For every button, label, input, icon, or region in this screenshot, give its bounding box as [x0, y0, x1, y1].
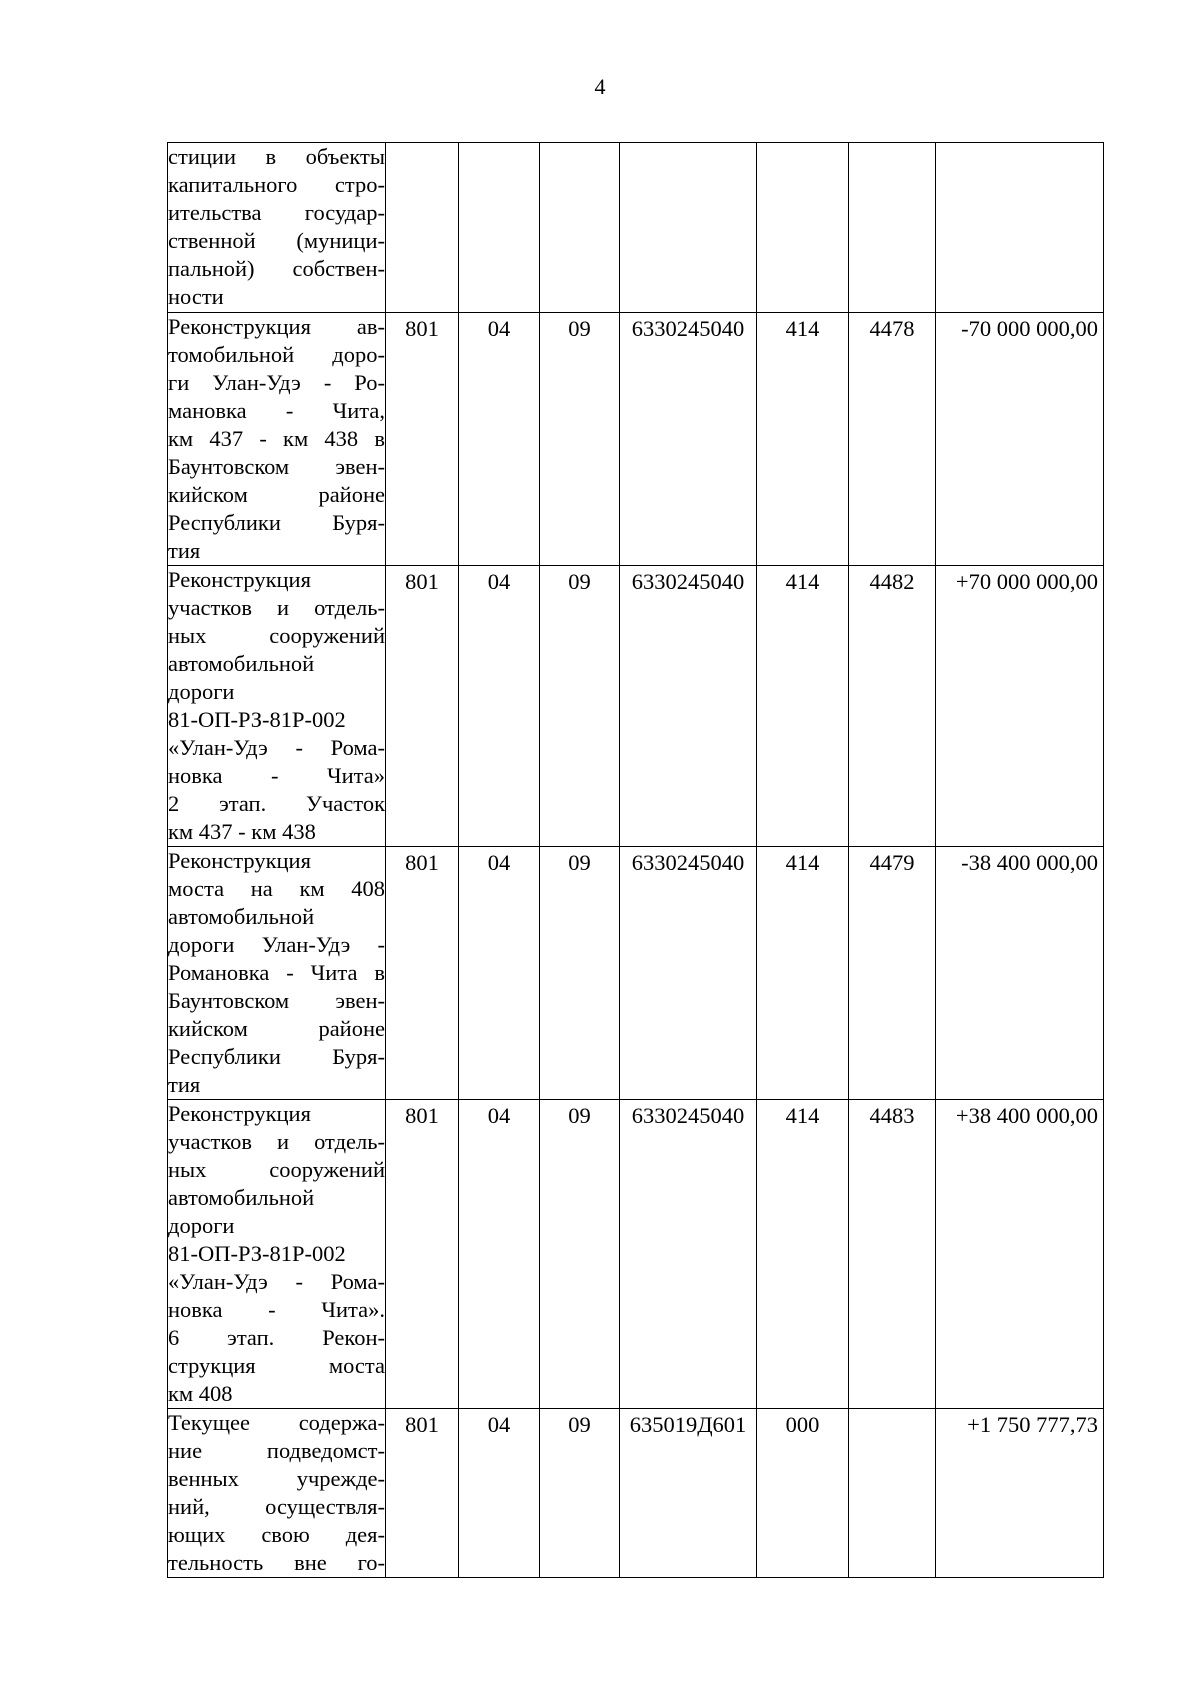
- expense-name-cell: [168, 566, 386, 847]
- expense-name-line: автомобильной: [168, 1185, 315, 1210]
- expense-name-line: 81-ОП-РЗ-81Р-002: [168, 1241, 346, 1266]
- expense-name-cell: [168, 143, 386, 313]
- expense-type-cell: 414: [757, 1100, 849, 1409]
- section-code-cell: 04: [459, 313, 540, 566]
- expense-name-cell: [168, 1100, 386, 1409]
- expense-name-cell: [168, 313, 386, 566]
- code-cell: 4478: [849, 313, 936, 566]
- expense-name-line: Республики Буря-: [168, 510, 385, 535]
- expense-name-line: кийском районе: [168, 482, 385, 507]
- expense-name-line: ний, осуществля-: [168, 1494, 385, 1519]
- expense-type-cell: 000: [757, 1409, 849, 1578]
- expense-name-line: Реконструкция: [168, 567, 311, 592]
- expense-name-line: «Улан-Удэ - Рома-: [168, 1269, 385, 1294]
- expense-name-line: 2 этап. Участок: [168, 791, 385, 816]
- expense-name-line: км 437 - км 438: [168, 819, 316, 844]
- ministry-code-cell: 801: [386, 1409, 459, 1578]
- subsection-code-cell: 09: [540, 1100, 620, 1409]
- expense-name-line: Текущее содержа-: [168, 1410, 385, 1435]
- expense-name-line: тия: [168, 1072, 201, 1097]
- amount-cell: -38 400 000,00: [936, 847, 1104, 1100]
- expense-name-line: автомобильной: [168, 904, 315, 929]
- table-body: [168, 143, 1104, 1578]
- expense-name-line: участков и отдель-: [168, 595, 385, 620]
- code-cell: [849, 1409, 936, 1578]
- ministry-code-cell: 801: [386, 847, 459, 1100]
- amount-cell: +38 400 000,00: [936, 1100, 1104, 1409]
- amount-cell: [936, 143, 1104, 313]
- expense-name-line: Баунтовском эвен-: [168, 988, 385, 1013]
- subsection-code-cell: [540, 143, 620, 313]
- expense-name-line: струкция моста: [168, 1353, 385, 1378]
- expense-name-line: тельность вне го-: [168, 1550, 385, 1575]
- expense-name-line: 6 этап. Рекон-: [168, 1325, 385, 1350]
- target-article-cell: 6330245040: [620, 847, 757, 1100]
- section-code-cell: 04: [459, 1409, 540, 1578]
- expense-name-line: 81-ОП-РЗ-81Р-002: [168, 707, 346, 732]
- expense-name-line: автомобильной: [168, 651, 315, 676]
- amount-cell: +70 000 000,00: [936, 566, 1104, 847]
- subsection-code-cell: 09: [540, 313, 620, 566]
- table-row: [168, 143, 1104, 313]
- expense-name-line: км 408: [168, 1381, 233, 1406]
- expense-name-line: Романовка - Чита в: [168, 960, 385, 985]
- expense-name-line: ние подведомст-: [168, 1438, 385, 1463]
- expense-name-cell: [168, 847, 386, 1100]
- table-row: [168, 1100, 1104, 1409]
- expense-name-line: пальной) собствен-: [168, 256, 385, 281]
- table-row: [168, 1409, 1104, 1578]
- code-cell: 4479: [849, 847, 936, 1100]
- target-article-cell: [620, 143, 757, 313]
- expense-name-line: томобильной доро-: [168, 342, 385, 367]
- table-row: [168, 313, 1104, 566]
- page-number: 4: [594, 74, 606, 99]
- target-article-cell: 635019Д601: [620, 1409, 757, 1578]
- expense-name-line: дороги Улан-Удэ -: [168, 932, 385, 957]
- section-code-cell: 04: [459, 566, 540, 847]
- expense-name-line: венных учрежде-: [168, 1466, 385, 1491]
- expense-name-line: км 437 - км 438 в: [168, 426, 385, 451]
- expense-name-line: дороги: [168, 679, 235, 704]
- section-code-cell: [459, 143, 540, 313]
- subsection-code-cell: 09: [540, 847, 620, 1100]
- expense-type-cell: 414: [757, 847, 849, 1100]
- expense-name-line: ги Улан-Удэ - Ро-: [168, 370, 385, 395]
- ministry-code-cell: 801: [386, 566, 459, 847]
- budget-table: [167, 142, 1104, 1578]
- expense-name-line: ющих свою дея-: [168, 1522, 385, 1547]
- ministry-code-cell: 801: [386, 1100, 459, 1409]
- section-code-cell: 04: [459, 1100, 540, 1409]
- target-article-cell: 6330245040: [620, 1100, 757, 1409]
- code-cell: 4482: [849, 566, 936, 847]
- expense-name-line: ительства государ-: [168, 200, 385, 225]
- subsection-code-cell: 09: [540, 1409, 620, 1578]
- expense-name-line: стиции в объекты: [168, 144, 385, 169]
- expense-type-cell: [757, 143, 849, 313]
- subsection-code-cell: 09: [540, 566, 620, 847]
- ministry-code-cell: 801: [386, 313, 459, 566]
- expense-name-line: «Улан-Удэ - Рома-: [168, 735, 385, 760]
- expense-name-line: ственной (муници-: [168, 228, 385, 253]
- expense-name-line: Реконструкция: [168, 1101, 311, 1126]
- code-cell: [849, 143, 936, 313]
- ministry-code-cell: [386, 143, 459, 313]
- expense-type-cell: 414: [757, 313, 849, 566]
- expense-name-line: Республики Буря-: [168, 1044, 385, 1069]
- expense-name-line: ных сооружений: [168, 623, 385, 648]
- target-article-cell: 6330245040: [620, 313, 757, 566]
- expense-name-line: Реконструкция ав-: [168, 314, 385, 339]
- code-cell: 4483: [849, 1100, 936, 1409]
- section-code-cell: 04: [459, 847, 540, 1100]
- expense-name-line: ных сооружений: [168, 1157, 385, 1182]
- amount-cell: +1 750 777,73: [936, 1409, 1104, 1578]
- expense-name-line: Реконструкция: [168, 848, 311, 873]
- expense-name-line: новка - Чита»: [168, 763, 385, 788]
- expense-name-line: кийском районе: [168, 1016, 385, 1041]
- expense-name-line: Баунтовском эвен-: [168, 454, 385, 479]
- expense-name-line: тия: [168, 538, 201, 563]
- table-row: [168, 566, 1104, 847]
- expense-name-cell: [168, 1409, 386, 1578]
- expense-name-line: капитального стро-: [168, 172, 385, 197]
- expense-name-line: дороги: [168, 1213, 235, 1238]
- expense-name-line: участков и отдель-: [168, 1129, 385, 1154]
- expense-name-line: новка - Чита».: [168, 1297, 385, 1322]
- expense-name-line: моста на км 408: [168, 876, 385, 901]
- expense-name-line: ности: [168, 284, 224, 309]
- table-row: [168, 847, 1104, 1100]
- expense-name-line: мановка - Чита,: [168, 398, 385, 423]
- target-article-cell: 6330245040: [620, 566, 757, 847]
- amount-cell: -70 000 000,00: [936, 313, 1104, 566]
- expense-type-cell: 414: [757, 566, 849, 847]
